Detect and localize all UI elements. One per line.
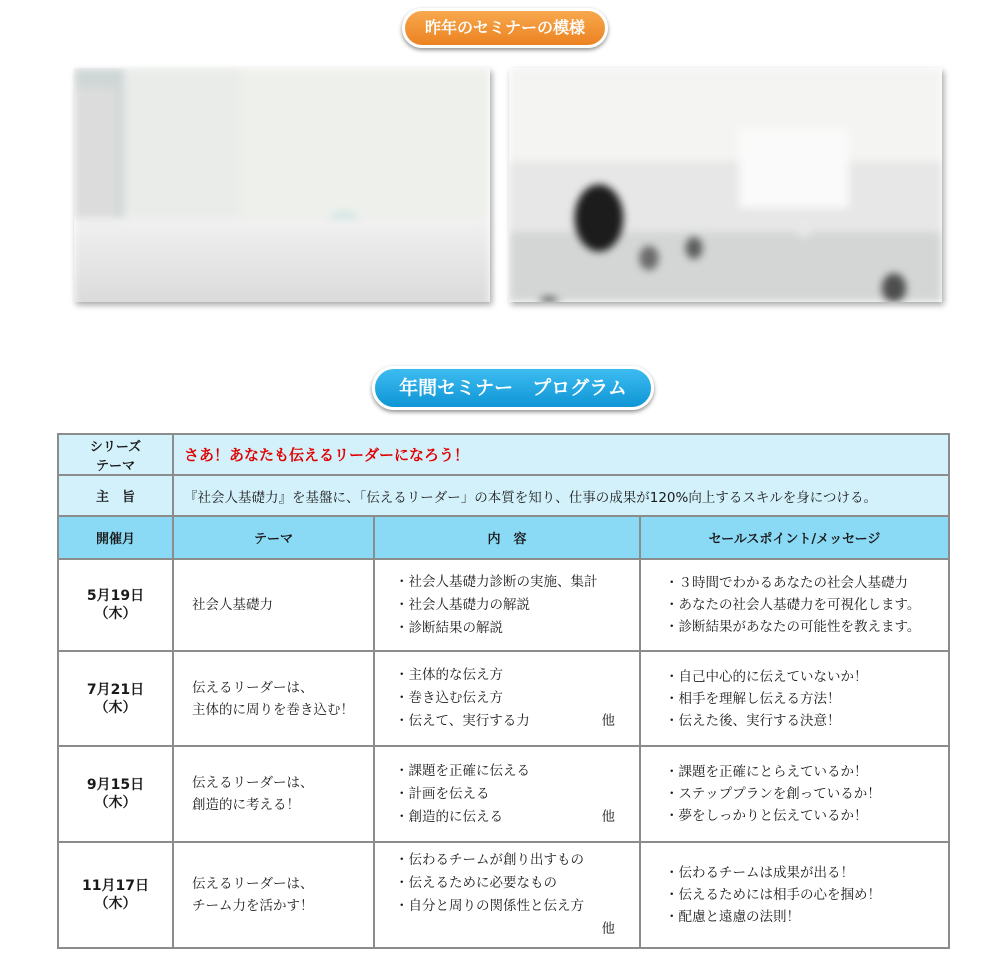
series-theme-value-cell [173, 434, 949, 475]
program-date-cell [58, 842, 173, 948]
program-date: 7月21日 [86, 681, 145, 698]
program-theme-line: 伝えるリーダーは、 [192, 775, 314, 791]
series-theme-row [58, 434, 949, 475]
program-theme-line: チーム力を活かす！ [192, 898, 314, 914]
program-content-cell [374, 651, 640, 746]
program-date-cell [58, 746, 173, 842]
program-date: 5月19日 [86, 588, 145, 604]
program-row [58, 842, 949, 948]
column-header-theme: テーマ [173, 516, 374, 559]
program-content-item: ・伝えて、実行する力 [395, 713, 530, 729]
program-message-item: ・伝えるためには相手の心を掴め！ [665, 887, 881, 903]
program-content-cell [374, 746, 640, 842]
aim-value: 『社会人基礎力』を基盤に、「伝えるリーダー」の本質を知り、仕事の成果が120%向上するスキルを身につける。 [184, 489, 877, 506]
program-message-item: ・配慮と遠慮の法則！ [665, 909, 800, 925]
program-content-item: ・伝わるチームが創り出すもの [395, 852, 584, 868]
series-theme-value: さあ！あなたも伝えるリーダーになろう！ [184, 446, 470, 464]
program-row [58, 559, 949, 651]
program-theme-line: 主体的に周りを巻き込む！ [192, 701, 354, 718]
program-content-etc: 他 [601, 713, 615, 729]
program-date-cell [58, 651, 173, 746]
program-message-item: ・ステッププランを創っているか！ [665, 786, 881, 802]
column-header-date: 開催月 [58, 516, 173, 559]
program-content-item: ・伝えるために必要なもの [395, 875, 557, 891]
program-message-cell [640, 651, 949, 746]
program-content-cell [374, 559, 640, 651]
program-theme-line: 創造的に考える！ [192, 797, 300, 813]
program-theme-cell [173, 746, 374, 842]
series-label-line1: シリーズ [89, 439, 142, 455]
program-theme-line: 伝えるリーダーは、 [192, 876, 314, 892]
aim-label: 主 旨 [58, 475, 173, 516]
program-content-item: ・課題を正確に伝える [395, 762, 530, 779]
program-weekday: （木） [94, 795, 137, 811]
program-message-item: ・課題を正確にとらえているか！ [665, 764, 868, 780]
series-theme-label [58, 434, 173, 475]
aim-row [58, 475, 949, 516]
program-theme-cell [173, 842, 374, 948]
program-weekday: （木） [94, 699, 137, 716]
program-message-item: ・３時間でわかるあなたの社会人基礎力 [665, 575, 908, 591]
program-message-item: ・伝えた後、実行する決意！ [665, 712, 841, 729]
program-date: 11月17日 [82, 878, 149, 894]
column-header-row [58, 516, 949, 559]
program-theme-line: 伝えるリーダーは、 [192, 679, 314, 696]
program-date-cell [58, 559, 173, 651]
program-message-item: ・夢をしっかりと伝えているか！ [665, 808, 868, 824]
program-content-item: ・社会人基礎力診断の実施、集計 [395, 573, 598, 590]
seminar-photo-room [74, 68, 490, 302]
program-row [58, 651, 949, 746]
program-message-cell [640, 746, 949, 842]
program-content-item: ・主体的な伝え方 [395, 667, 503, 683]
program-theme-cell [173, 651, 374, 746]
aim-value-cell [173, 475, 949, 516]
program-content-item: ・計画を伝える [395, 785, 490, 802]
program-row [58, 746, 949, 842]
program-content-etc: 他 [601, 808, 615, 825]
program-content-cell [374, 842, 640, 948]
program-table [57, 433, 950, 949]
series-label-line2: テーマ [95, 458, 135, 474]
program-content-item: ・巻き込む伝え方 [395, 690, 503, 706]
program-message-cell [640, 559, 949, 651]
program-message-item: ・診断結果があなたの可能性を教えます。 [665, 619, 921, 635]
program-message-cell [640, 842, 949, 948]
program-message-item: ・自己中心的に伝えていないか！ [665, 668, 868, 685]
program-message-item: ・伝わるチームは成果が出る！ [665, 865, 854, 881]
program-theme-line: 社会人基礎力 [192, 597, 273, 613]
program-content-item: ・社会人基礎力の解説 [395, 596, 530, 613]
program-content-item: ・自分と周りの関係性と伝え方 [395, 898, 584, 914]
program-message-item: ・あなたの社会人基礎力を可視化します。 [665, 597, 921, 613]
program-theme-cell [173, 559, 374, 651]
program-content-item: ・診断結果の解説 [395, 619, 503, 636]
program-content-item: ・創造的に伝える [395, 808, 503, 825]
program-weekday: （木） [94, 606, 137, 622]
seminar-photo-table [509, 68, 942, 302]
annual-program-heading: 年間セミナー プログラム [372, 366, 654, 410]
program-message-item: ・相手を理解し伝える方法！ [665, 690, 841, 707]
column-header-content: 内 容 [374, 516, 640, 559]
program-weekday: （木） [94, 896, 137, 912]
program-content-etc: 他 [601, 921, 615, 937]
last-year-seminar-heading: 昨年のセミナーの模様 [402, 8, 608, 48]
column-header-message: セールスポイント/メッセージ [640, 516, 949, 559]
program-date: 9月15日 [86, 777, 145, 793]
